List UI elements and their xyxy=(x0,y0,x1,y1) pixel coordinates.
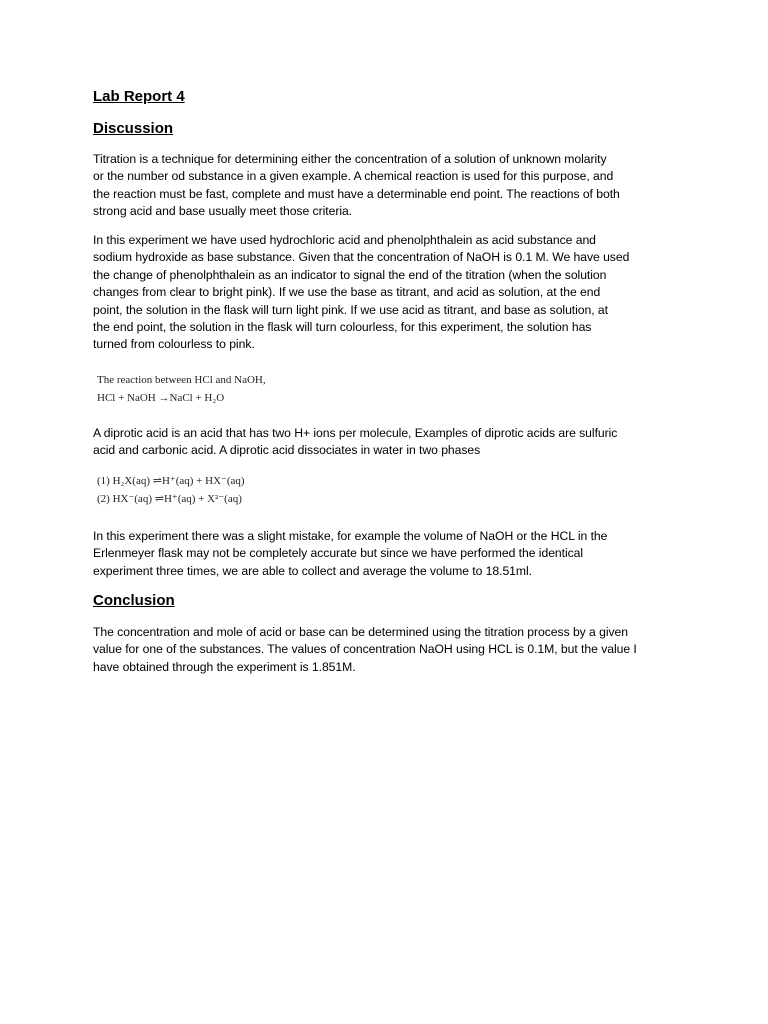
dissociation-step-1: (1) H₂X(aq) ⇌H⁺(aq) + HX⁻(aq) xyxy=(97,475,245,487)
paragraph-line: In this experiment there was a slight mistake, for example the volume of NaOH or the HCL in the xyxy=(93,529,608,543)
paragraph-line: Titration is a technique for determining either the concentration of a solution of unknown molarity xyxy=(93,152,607,166)
paragraph-line: value for one of the substances. The values of concentration NaOH using HCL is 0.1M, but the value I xyxy=(93,642,637,657)
paragraph-line: experiment three times, we are able to collect and average the volume to 18.51ml. xyxy=(93,563,533,578)
paragraph-line: the end point, the solution in the flask will turn colourless, for this experiment, the solution has xyxy=(93,320,592,335)
paragraph-line: have obtained through the experiment is 1.851M. xyxy=(93,659,356,674)
paragraph-line: the reaction must be fast, complete and must have a determinable end point. The reactions of both xyxy=(93,186,620,201)
paragraph-line: the change of phenolphthalein as an indicator to signal the end of the titration (when the solution xyxy=(93,267,607,282)
paragraph-line: In this experiment we have used hydrochloric acid and phenolphthalein as acid substance and xyxy=(93,233,596,247)
paragraph-titration xyxy=(93,151,678,221)
report-title: Lab Report 4 xyxy=(93,88,185,105)
paragraph-line: acid and carbonic acid. A diprotic acid dissociates in water in two phases xyxy=(93,443,481,458)
paragraph-conclusion xyxy=(93,624,678,676)
reaction-caption: The reaction between HCl and NaOH, xyxy=(97,374,266,386)
paragraph-line: changes from clear to bright pink). If we use the base as titrant, and acid as solution, at the end xyxy=(93,285,601,300)
conclusion-heading: Conclusion xyxy=(93,592,175,609)
reaction-figure xyxy=(97,372,266,406)
paragraph-line: point, the solution in the flask will turn light pink. If we use acid as titrant, and base as solution, at xyxy=(93,302,608,317)
paragraph-line: A diprotic acid is an acid that has two H+ ions per molecule, Examples of diprotic acids are sulfuric xyxy=(93,426,618,440)
paragraph-line: or the number od substance in a given example. A chemical reaction is used for this purpose, and xyxy=(93,169,614,184)
dissociation-step-2: (2) HX⁻(aq) ⇌H⁺(aq) + X²⁻(aq) xyxy=(97,493,242,505)
paragraph-line: turned from colourless to pink. xyxy=(93,337,255,352)
paragraph-error xyxy=(93,528,678,580)
paragraph-line: The concentration and mole of acid or base can be determined using the titration process by a given xyxy=(93,625,629,639)
paragraph-line: sodium hydroxide as base substance. Given that the concentration of NaOH is 0.1 M. We have used xyxy=(93,250,630,265)
reaction-equation: HCl + NaOH →NaCl + H₂O xyxy=(97,392,225,404)
discussion-heading: Discussion xyxy=(93,120,174,137)
paragraph-experiment xyxy=(93,232,678,354)
paragraph-line: Erlenmeyer flask may not be completely accurate but since we have performed the identical xyxy=(93,546,584,561)
dissociation-figure xyxy=(97,473,245,507)
paragraph-line: strong acid and base usually meet those criteria. xyxy=(93,204,353,219)
paragraph-diprotic xyxy=(93,425,678,460)
